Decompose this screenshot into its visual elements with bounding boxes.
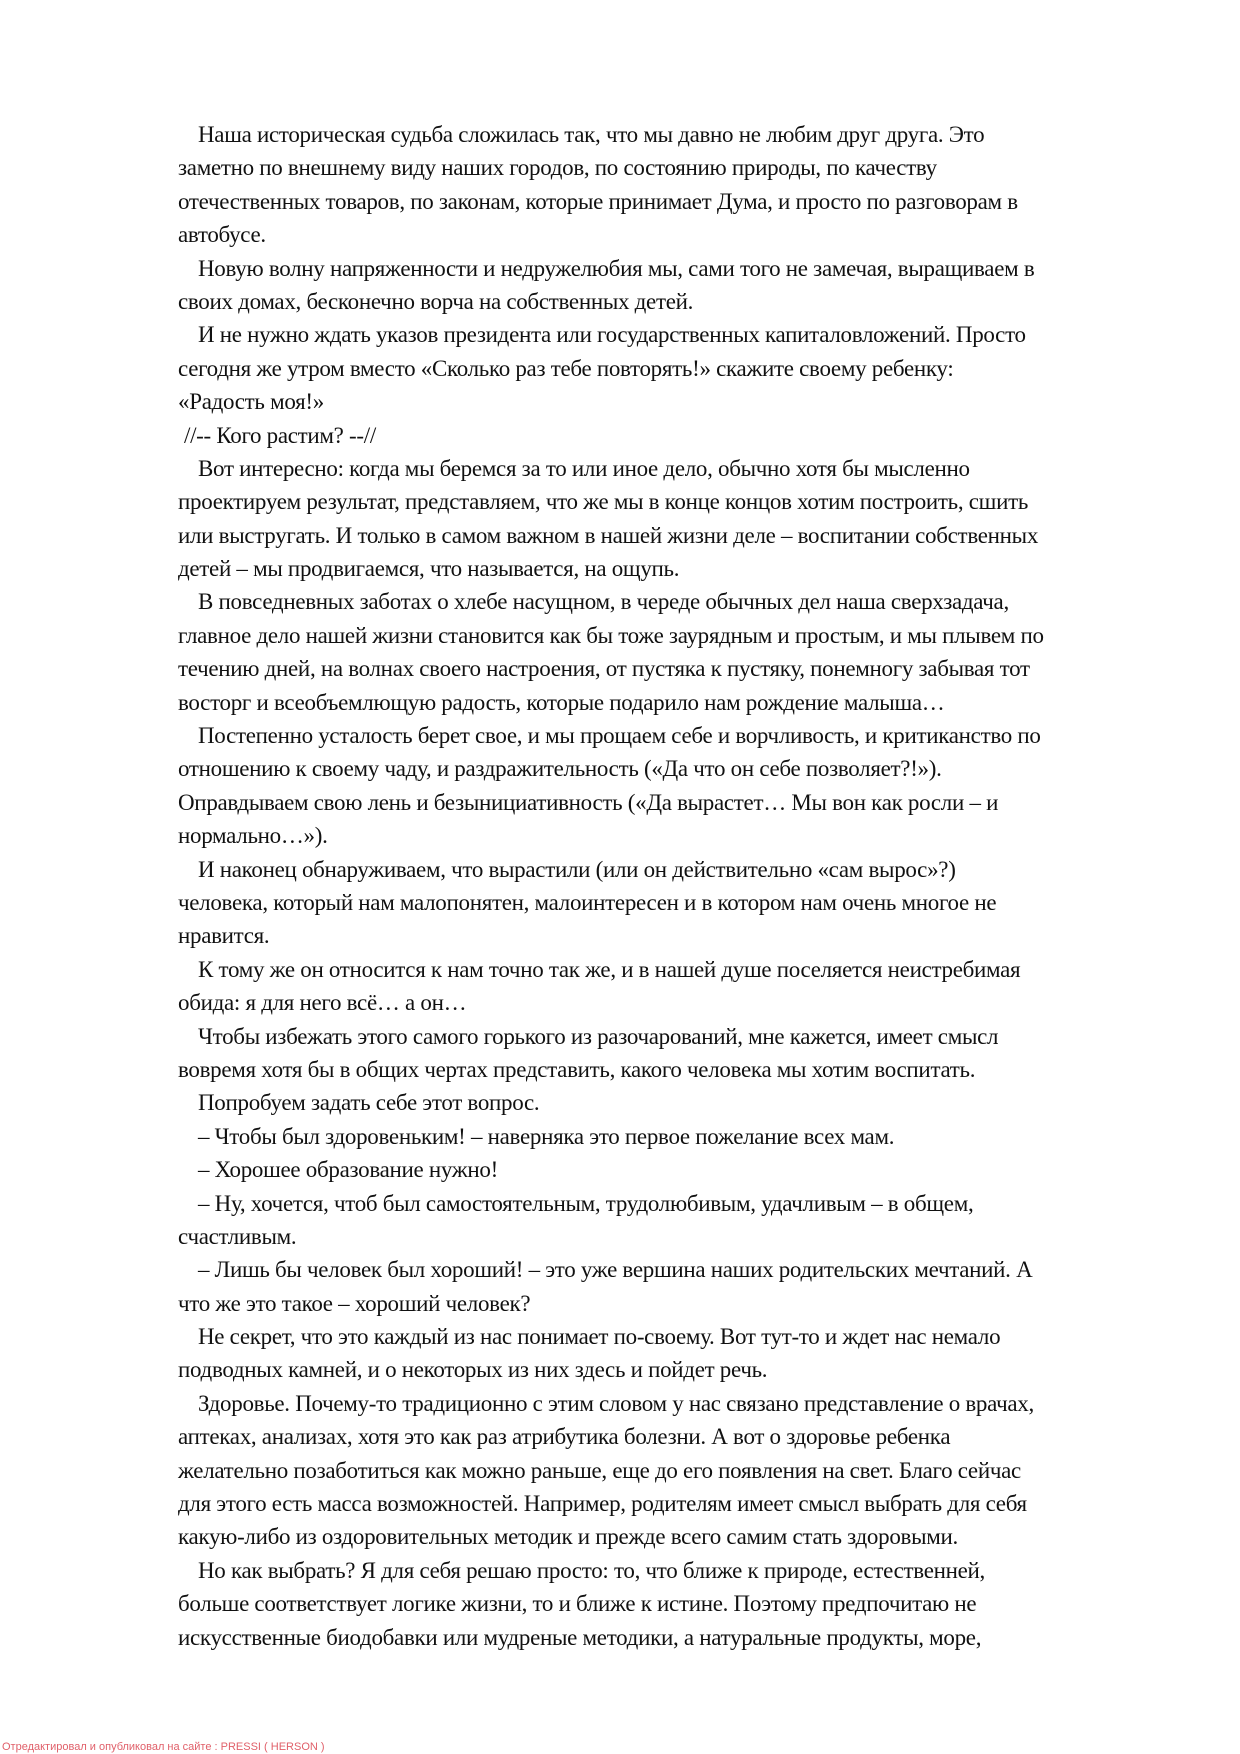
document-body (178, 118, 1168, 1654)
text-line: счастливым. (178, 1223, 297, 1249)
text-line: – Ну, хочется, чтоб был самостоятельным, трудолюбивым, удачливым – в общем, (198, 1190, 974, 1216)
section-heading: //-- Кого растим? --// (184, 422, 376, 448)
text-line: человека, который нам малопонятен, малоинтересен и в котором нам очень многое не (178, 889, 997, 915)
text-line: Но как выбрать? Я для себя решаю просто: то, что ближе к природе, естественней, (198, 1557, 986, 1583)
text-line: Постепенно усталость берет свое, и мы прощаем себе и ворчливость, и критиканство по (198, 723, 1041, 749)
text-line: аптеках, анализах, хотя это как раз атрибутика болезни. А вот о здоровье ребенка (178, 1424, 951, 1450)
text-line: В повседневных заботах о хлебе насущном, в череде обычных дел наша сверхзадача, (198, 589, 1009, 615)
text-line: нормально…»). (178, 823, 328, 849)
text-line: для этого есть масса возможностей. Например, родителям имеет смысл выбрать для себя (178, 1491, 1027, 1517)
text-line: И наконец обнаруживаем, что вырастили (или он действительно «сам вырос»?) (198, 856, 956, 882)
text-line: восторг и всеобъемлющую радость, которые подарило нам рождение малыша… (178, 689, 945, 715)
text-line: Попробуем задать себе этот вопрос. (198, 1090, 540, 1116)
text-line: детей – мы продвигаемся, что называется, на ощупь. (178, 556, 680, 582)
text-line: какую-либо из оздоровительных методик и прежде всего самим стать здоровыми. (178, 1524, 958, 1550)
text-line: «Радость моя!» (178, 389, 324, 415)
text-line: – Лишь бы человек был хороший! – это уже вершина наших родительских мечтаний. А (198, 1257, 1033, 1283)
text-line: заметно по внешнему виду наших городов, по состоянию природы, по качеству (178, 155, 937, 181)
text-line: И не нужно ждать указов президента или государственных капиталовложений. Просто (198, 322, 1026, 348)
text-line: что же это такое – хороший человек? (178, 1290, 531, 1316)
text-line: сегодня же утром вместо «Сколько раз тебе повторять!» скажите своему ребенку: (178, 355, 954, 381)
text-line: Наша историческая судьба сложилась так, что мы давно не любим друг друга. Это (198, 122, 985, 147)
text-line: – Хорошее образование нужно! (198, 1157, 498, 1183)
text-line: отношению к своему чаду, и раздражительность («Да что он себе позволяет?!»). (178, 756, 942, 782)
text-line: или выстругать. И только в самом важном в нашей жизни деле – воспитании собственных (178, 522, 1039, 548)
text-line: Чтобы избежать этого самого горького из разочарований, мне кажется, имеет смысл (198, 1023, 999, 1049)
text-line: Вот интересно: когда мы беремся за то или иное дело, обычно хотя бы мысленно (198, 455, 970, 481)
text-line: Оправдываем свою лень и безынициативность («Да вырастет… Мы вон как росли – и (178, 789, 999, 815)
text-line: своих домах, бесконечно ворча на собственных детей. (178, 288, 694, 314)
text-line: Новую волну напряженности и недружелюбия мы, сами того не замечая, выращиваем в (198, 255, 1035, 281)
text-line: автобусе. (178, 222, 266, 248)
text-line: искусственные биодобавки или мудреные методики, а натуральные продукты, море, (178, 1624, 982, 1650)
text-line: Не секрет, что это каждый из нас понимает по-своему. Вот тут-то и ждет нас немало (198, 1324, 1001, 1350)
text-line: желательно позаботиться как можно раньше, еще до его появления на свет. Благо сейчас (178, 1457, 1021, 1483)
text-line: течению дней, на волнах своего настроения, от пустяка к пустяку, понемногу забывая тот (178, 656, 1030, 682)
text-line: нравится. (178, 923, 270, 949)
text-line: К тому же он относится к нам точно так же, и в нашей душе поселяется неистребимая (198, 956, 1021, 982)
text-line: отечественных товаров, по законам, которые принимает Дума, и просто по разговорам в (178, 188, 1018, 214)
text-line: главное дело нашей жизни становится как бы тоже заурядным и простым, и мы плывем по (178, 622, 1044, 648)
text-line: проектируем результат, представляем, что же мы в конце концов хотим построить, сшить (178, 489, 1029, 515)
text-line: Здоровье. Почему-то традиционно с этим словом у нас связано представление о врачах, (198, 1390, 1034, 1416)
text-line: – Чтобы был здоровеньким! – наверняка это первое пожелание всех мам. (198, 1123, 895, 1149)
text-line: вовремя хотя бы в общих чертах представить, какого человека мы хотим воспитать. (178, 1056, 976, 1082)
text-line: обида: я для него всё… а он… (178, 990, 467, 1016)
footer-credit: Отредактировал и опубликовал на сайте : PRESSI ( HERSON ) (2, 1741, 325, 1753)
text-line: подводных камней, и о некоторых из них здесь и пойдет речь. (178, 1357, 768, 1383)
text-line: больше соответствует логике жизни, то и ближе к истине. Поэтому предпочитаю не (178, 1591, 977, 1617)
